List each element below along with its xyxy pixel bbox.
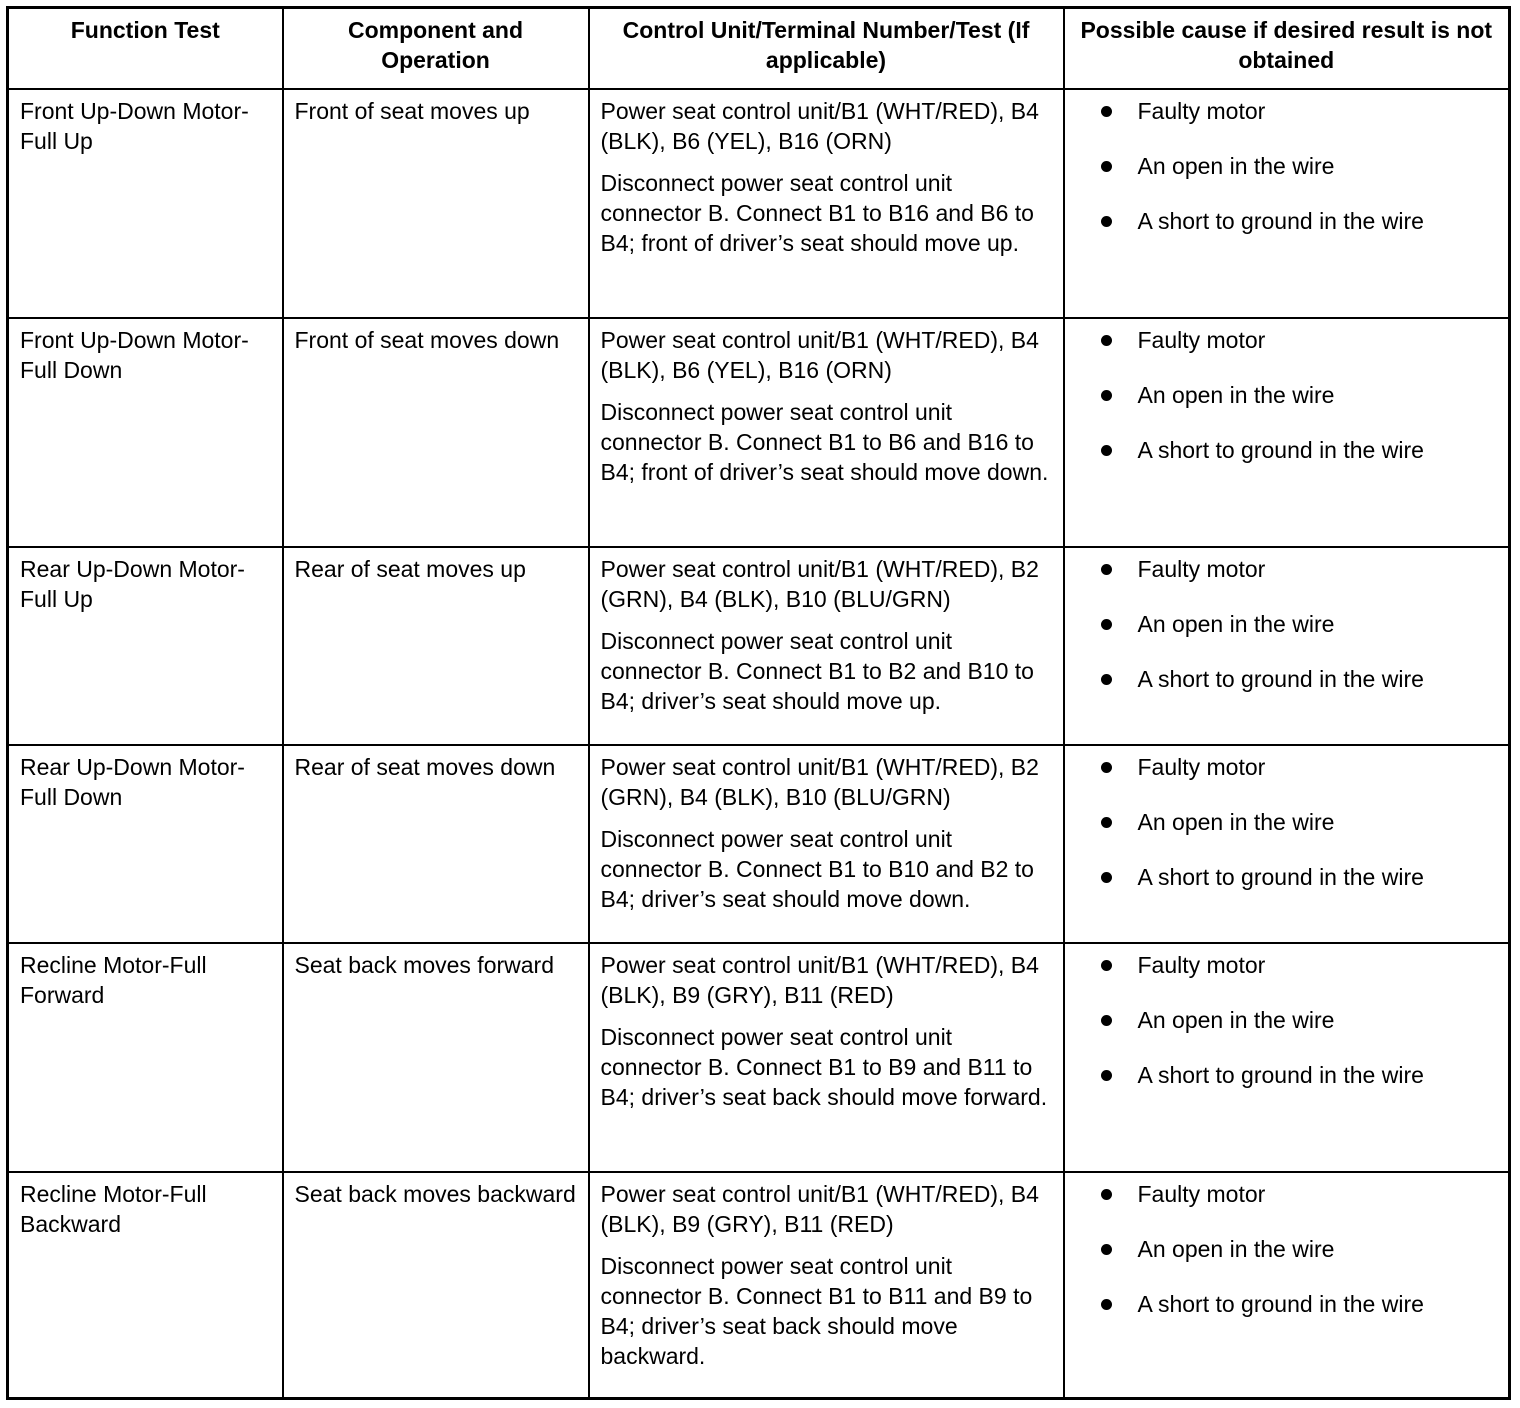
test-procedure: Disconnect power seat control unit connector B. Connect B1 to B11 and B9 to B4; driver’s seat back should move backward. [600, 1252, 1033, 1369]
cause-text: Faulty motor [1137, 753, 1266, 780]
bullet-icon [1101, 1244, 1112, 1255]
bullet-icon [1101, 817, 1112, 828]
bullet-icon [1101, 445, 1112, 456]
terminal-list: Power seat control unit/B1 (WHT/RED), B4 (BLK), B6 (YEL), B16 (ORN) [600, 97, 1039, 154]
test-procedure: Disconnect power seat control unit connector B. Connect B1 to B2 and B10 to B4; driver’s seat should move up. [600, 627, 1034, 714]
bullet-icon [1101, 1070, 1112, 1081]
cause-text: An open in the wire [1137, 381, 1335, 408]
table-row [8, 943, 1510, 1172]
possible-cause-cell [1064, 745, 1510, 943]
possible-cause-cell [1064, 1172, 1510, 1399]
test-procedure: Disconnect power seat control unit connector B. Connect B1 to B16 and B6 to B4; front of driver’s seat should move up. [600, 169, 1034, 256]
bullet-icon [1101, 106, 1112, 117]
cause-list [1076, 950, 1499, 1090]
bullet-icon [1101, 161, 1112, 172]
bullet-icon [1101, 872, 1112, 883]
cause-text: Faulty motor [1137, 555, 1266, 582]
component-operation-cell: Seat back moves backward [283, 1172, 589, 1399]
test-procedure: Disconnect power seat control unit connector B. Connect B1 to B6 and B16 to B4; front of driver’s seat should move down. [600, 398, 1049, 485]
table-row [8, 547, 1510, 745]
bullet-icon [1101, 1299, 1112, 1310]
cause-text: A short to ground in the wire [1137, 863, 1424, 890]
control-unit-cell [589, 89, 1064, 318]
cause-item [1101, 1289, 1499, 1319]
cause-text: An open in the wire [1137, 152, 1335, 179]
cause-text: A short to ground in the wire [1137, 207, 1424, 234]
cause-item [1101, 752, 1499, 782]
table-row [8, 89, 1510, 318]
cause-item [1101, 151, 1499, 181]
function-test-cell: Rear Up-Down Motor-Full Up [8, 547, 283, 745]
terminal-list: Power seat control unit/B1 (WHT/RED), B4 (BLK), B6 (YEL), B16 (ORN) [600, 326, 1039, 383]
control-unit-cell [589, 547, 1064, 745]
cause-text: An open in the wire [1137, 1006, 1335, 1033]
table-row [8, 318, 1510, 547]
cause-item [1101, 380, 1499, 410]
bullet-icon [1101, 564, 1112, 575]
cause-item [1101, 325, 1499, 355]
cause-text: A short to ground in the wire [1137, 436, 1424, 463]
cause-text: Faulty motor [1137, 326, 1266, 353]
terminal-list: Power seat control unit/B1 (WHT/RED), B2 (GRN), B4 (BLK), B10 (BLU/GRN) [600, 555, 1039, 612]
column-header-control-unit-terminal: Control Unit/Terminal Number/Test (If applicable) [589, 8, 1064, 89]
cause-text: Faulty motor [1137, 951, 1266, 978]
function-test-table [6, 6, 1511, 1400]
function-test-cell: Front Up-Down Motor-Full Up [8, 89, 283, 318]
bullet-icon [1101, 335, 1112, 346]
cause-text: Faulty motor [1137, 97, 1266, 124]
test-procedure: Disconnect power seat control unit connector B. Connect B1 to B10 and B2 to B4; driver’s seat should move down. [600, 825, 1034, 912]
terminal-list: Power seat control unit/B1 (WHT/RED), B4 (BLK), B9 (GRY), B11 (RED) [600, 951, 1039, 1008]
cause-list [1076, 325, 1499, 465]
bullet-icon [1101, 960, 1112, 971]
bullet-icon [1101, 216, 1112, 227]
bullet-icon [1101, 674, 1112, 685]
cause-item [1101, 807, 1499, 837]
cause-text: An open in the wire [1137, 808, 1335, 835]
cause-text: Faulty motor [1137, 1180, 1266, 1207]
cause-text: An open in the wire [1137, 610, 1335, 637]
component-operation-cell: Rear of seat moves down [283, 745, 589, 943]
bullet-icon [1101, 1189, 1112, 1200]
header-row [8, 8, 1510, 89]
possible-cause-cell [1064, 89, 1510, 318]
terminal-list: Power seat control unit/B1 (WHT/RED), B2 (GRN), B4 (BLK), B10 (BLU/GRN) [600, 753, 1039, 810]
cause-item [1101, 96, 1499, 126]
possible-cause-cell [1064, 318, 1510, 547]
cause-text: A short to ground in the wire [1137, 665, 1424, 692]
component-operation-cell: Front of seat moves down [283, 318, 589, 547]
cause-list [1076, 554, 1499, 694]
column-header-function-test: Function Test [8, 8, 283, 89]
component-operation-cell: Seat back moves forward [283, 943, 589, 1172]
cause-text: A short to ground in the wire [1137, 1061, 1424, 1088]
control-unit-cell [589, 943, 1064, 1172]
component-operation-cell: Front of seat moves up [283, 89, 589, 318]
cause-item [1101, 206, 1499, 236]
cause-item [1101, 609, 1499, 639]
cause-item [1101, 1060, 1499, 1090]
cause-item [1101, 862, 1499, 892]
cause-item [1101, 1179, 1499, 1209]
function-test-cell: Recline Motor-Full Forward [8, 943, 283, 1172]
test-procedure: Disconnect power seat control unit connector B. Connect B1 to B9 and B11 to B4; driver’s seat back should move forward. [600, 1023, 1048, 1110]
function-test-cell: Recline Motor-Full Backward [8, 1172, 283, 1399]
table-row [8, 1172, 1510, 1399]
cause-list [1076, 1179, 1499, 1319]
column-header-possible-cause: Possible cause if desired result is not obtained [1064, 8, 1510, 89]
control-unit-cell [589, 745, 1064, 943]
cause-list [1076, 96, 1499, 236]
cause-text: An open in the wire [1137, 1235, 1335, 1262]
bullet-icon [1101, 390, 1112, 401]
bullet-icon [1101, 1015, 1112, 1026]
control-unit-cell [589, 1172, 1064, 1399]
cause-list [1076, 752, 1499, 892]
cause-item [1101, 435, 1499, 465]
cause-item [1101, 1005, 1499, 1035]
cause-text: A short to ground in the wire [1137, 1290, 1424, 1317]
table-row [8, 745, 1510, 943]
function-test-cell: Rear Up-Down Motor-Full Down [8, 745, 283, 943]
component-operation-cell: Rear of seat moves up [283, 547, 589, 745]
cause-item [1101, 950, 1499, 980]
possible-cause-cell [1064, 943, 1510, 1172]
cause-item [1101, 664, 1499, 694]
possible-cause-cell [1064, 547, 1510, 745]
cause-item [1101, 1234, 1499, 1264]
terminal-list: Power seat control unit/B1 (WHT/RED), B4 (BLK), B9 (GRY), B11 (RED) [600, 1180, 1039, 1237]
bullet-icon [1101, 619, 1112, 630]
control-unit-cell [589, 318, 1064, 547]
cause-item [1101, 554, 1499, 584]
column-header-component-operation: Component and Operation [283, 8, 589, 89]
bullet-icon [1101, 762, 1112, 773]
function-test-cell: Front Up-Down Motor-Full Down [8, 318, 283, 547]
